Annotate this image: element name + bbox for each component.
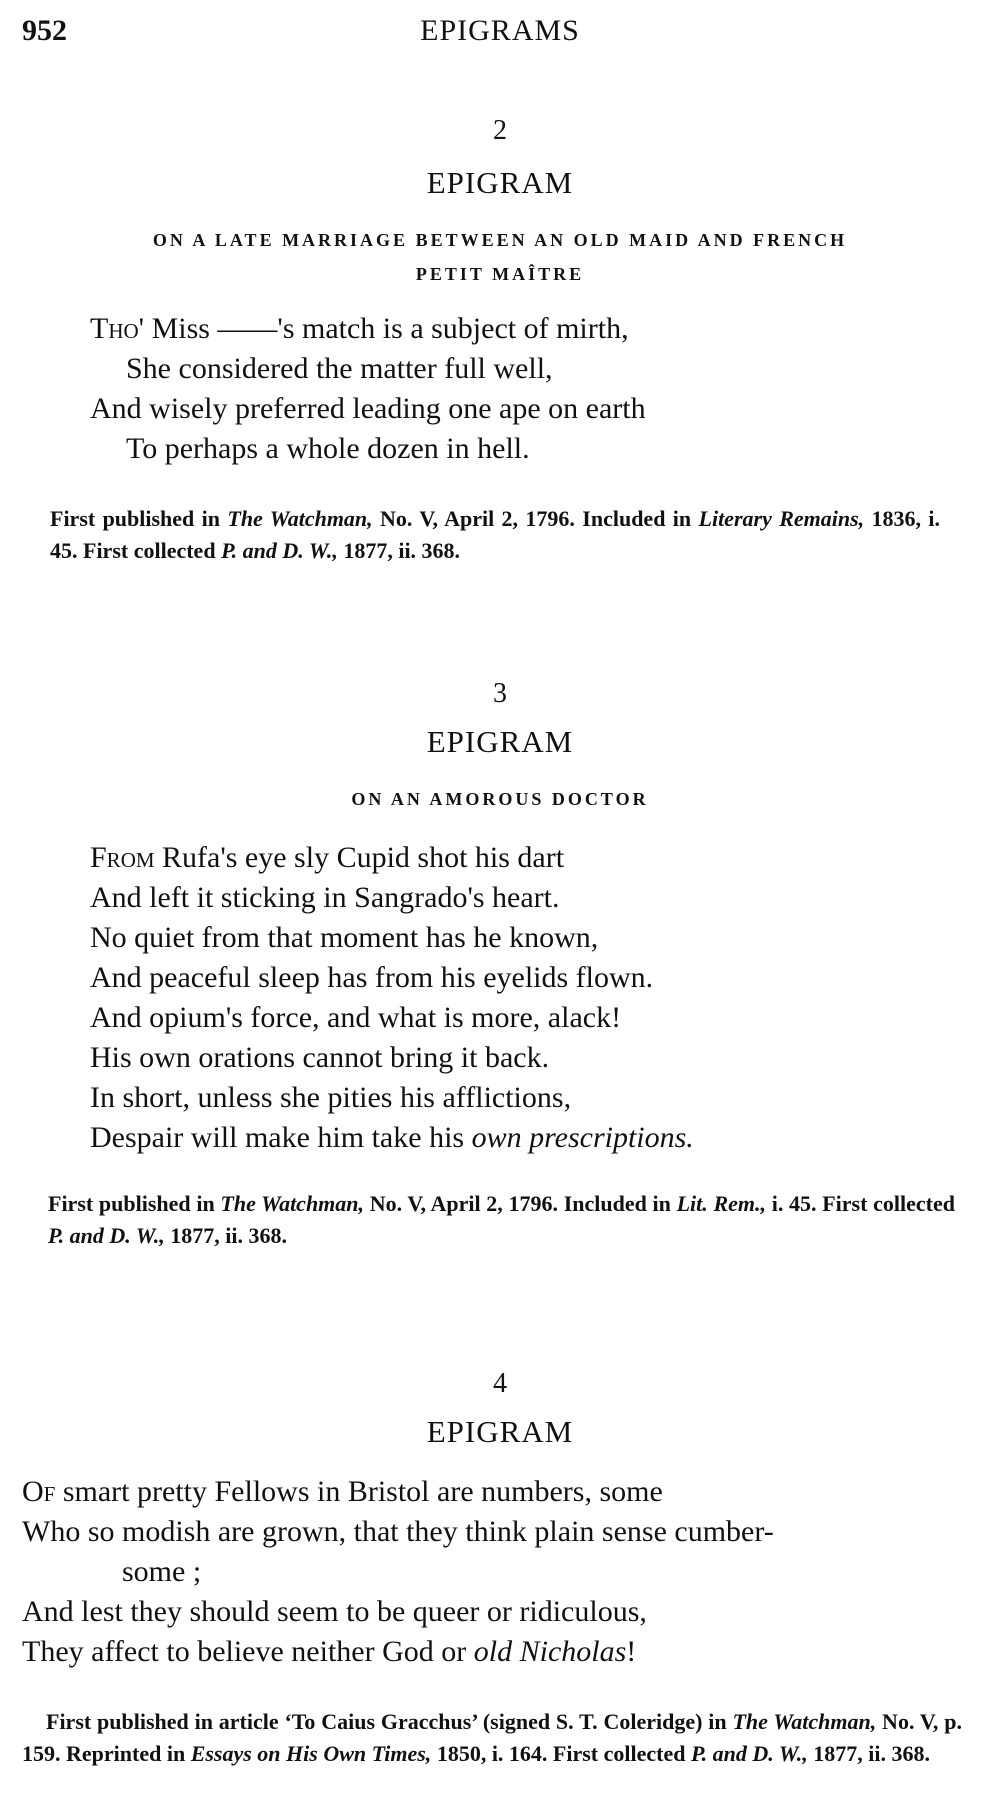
note-title: The Watchman, [732,1709,877,1734]
epigram-subtitle [50,223,950,291]
verse-line-text: Rufa's eye sly Cupid shot his dart [154,841,565,874]
verse-line: And lest they should seem to be queer or ridiculous, [22,1595,647,1628]
verse-line: And left it sticking in Sangrado's heart. [90,881,560,914]
verse-line [90,309,1000,349]
verse [90,309,1000,469]
subtitle-line: PETIT MAÎTRE [415,264,585,284]
epigram-title: EPIGRAM [426,165,574,200]
publication-note [22,1706,962,1770]
verse-italic-text: old Nicholas [473,1635,627,1668]
note-text: No. V, April 2, 1796. Included in [364,1191,677,1216]
note-text: No. V, April 2, 1796. Included in [372,506,699,531]
epigram-number: 4 [493,1368,507,1399]
epigram-number: 3 [493,678,507,709]
verse-initial-word: Of [22,1475,56,1508]
epigram-3 [0,678,1000,1252]
verse-line: And peaceful sleep has from his eyelids flown. [90,961,654,994]
verse-initial-word: Tho' [90,312,145,345]
note-text: First published in article ‘To Caius Gracchus’ (signed S. T. Coleridge) in [46,1709,733,1734]
verse-line-text: Despair will make him take his [90,1121,472,1154]
verse [90,838,1000,1158]
epigram-number: 2 [493,115,507,146]
verse-line-text: Miss ——'s match is a subject of mirth, [144,312,629,345]
verse-line: To perhaps a whole dozen in hell. [126,432,530,465]
verse-line-text: They affect to believe neither God or [22,1635,474,1668]
note-title: Essays on His Own Times, [190,1741,432,1766]
epigram-2 [0,115,1000,567]
note-title: The Watchman, [220,1191,365,1216]
verse-line: She considered the matter full well, [126,352,553,385]
verse-italic-text: own prescriptions. [471,1121,694,1154]
verse-line: No quiet from that moment has he known, [90,921,599,954]
note-text: First published in [48,1191,221,1216]
verse-line: In short, unless she pities his afflictions, [90,1081,572,1114]
epigram-4 [0,1368,1000,1770]
note-title: P. and D. W., [690,1741,808,1766]
verse [22,1472,970,1672]
verse-line: Who so modish are grown, that they think plain sense cumber- [22,1515,774,1548]
verse-line: And wisely preferred leading one ape on earth [90,392,646,425]
publication-note [50,503,940,567]
note-text: 1877, ii. 368. [337,538,461,563]
note-text: No. V, p. 159. Reprinted in [22,1709,962,1766]
verse-line: some ; [122,1555,202,1588]
epigram-subtitle: ON AN AMOROUS DOCTOR [351,789,649,809]
epigram-title: EPIGRAM [426,724,574,759]
verse-line [22,1632,970,1672]
verse-line [90,1118,1000,1158]
verse-line-text: smart pretty Fellows in Bristol are numbers, some [55,1475,663,1508]
note-text: 1877, ii. 368. [164,1223,287,1248]
note-title: The Watchman, [227,506,373,531]
running-head: EPIGRAMS [420,14,580,47]
verse-line-text: ! [626,1635,637,1668]
note-title: Literary Remains, [698,506,865,531]
note-text: i. 45. First collected [766,1191,955,1216]
verse-initial-word: From [90,841,155,874]
subtitle-line: ON A LATE MARRIAGE BETWEEN AN OLD MAID AND FRENCH [152,230,848,250]
note-title: P. and D. W., [221,538,338,563]
epigram-title: EPIGRAM [426,1414,574,1449]
verse-line [90,838,1000,878]
verse-line: And opium's force, and what is more, alack! [90,1001,622,1034]
note-text: First published in [50,506,228,531]
page-number: 952 [22,14,67,47]
note-text: 1877, ii. 368. [807,1741,930,1766]
note-title: Lit. Rem., [676,1191,767,1216]
verse-line [22,1472,970,1512]
verse-line: His own orations cannot bring it back. [90,1041,550,1074]
note-text: 1836, i. 45. First collected [50,506,940,563]
page-header [22,14,978,54]
note-title: P. and D. W., [48,1223,165,1248]
publication-note [48,1188,955,1252]
note-text: 1850, i. 164. First collected [431,1741,691,1766]
